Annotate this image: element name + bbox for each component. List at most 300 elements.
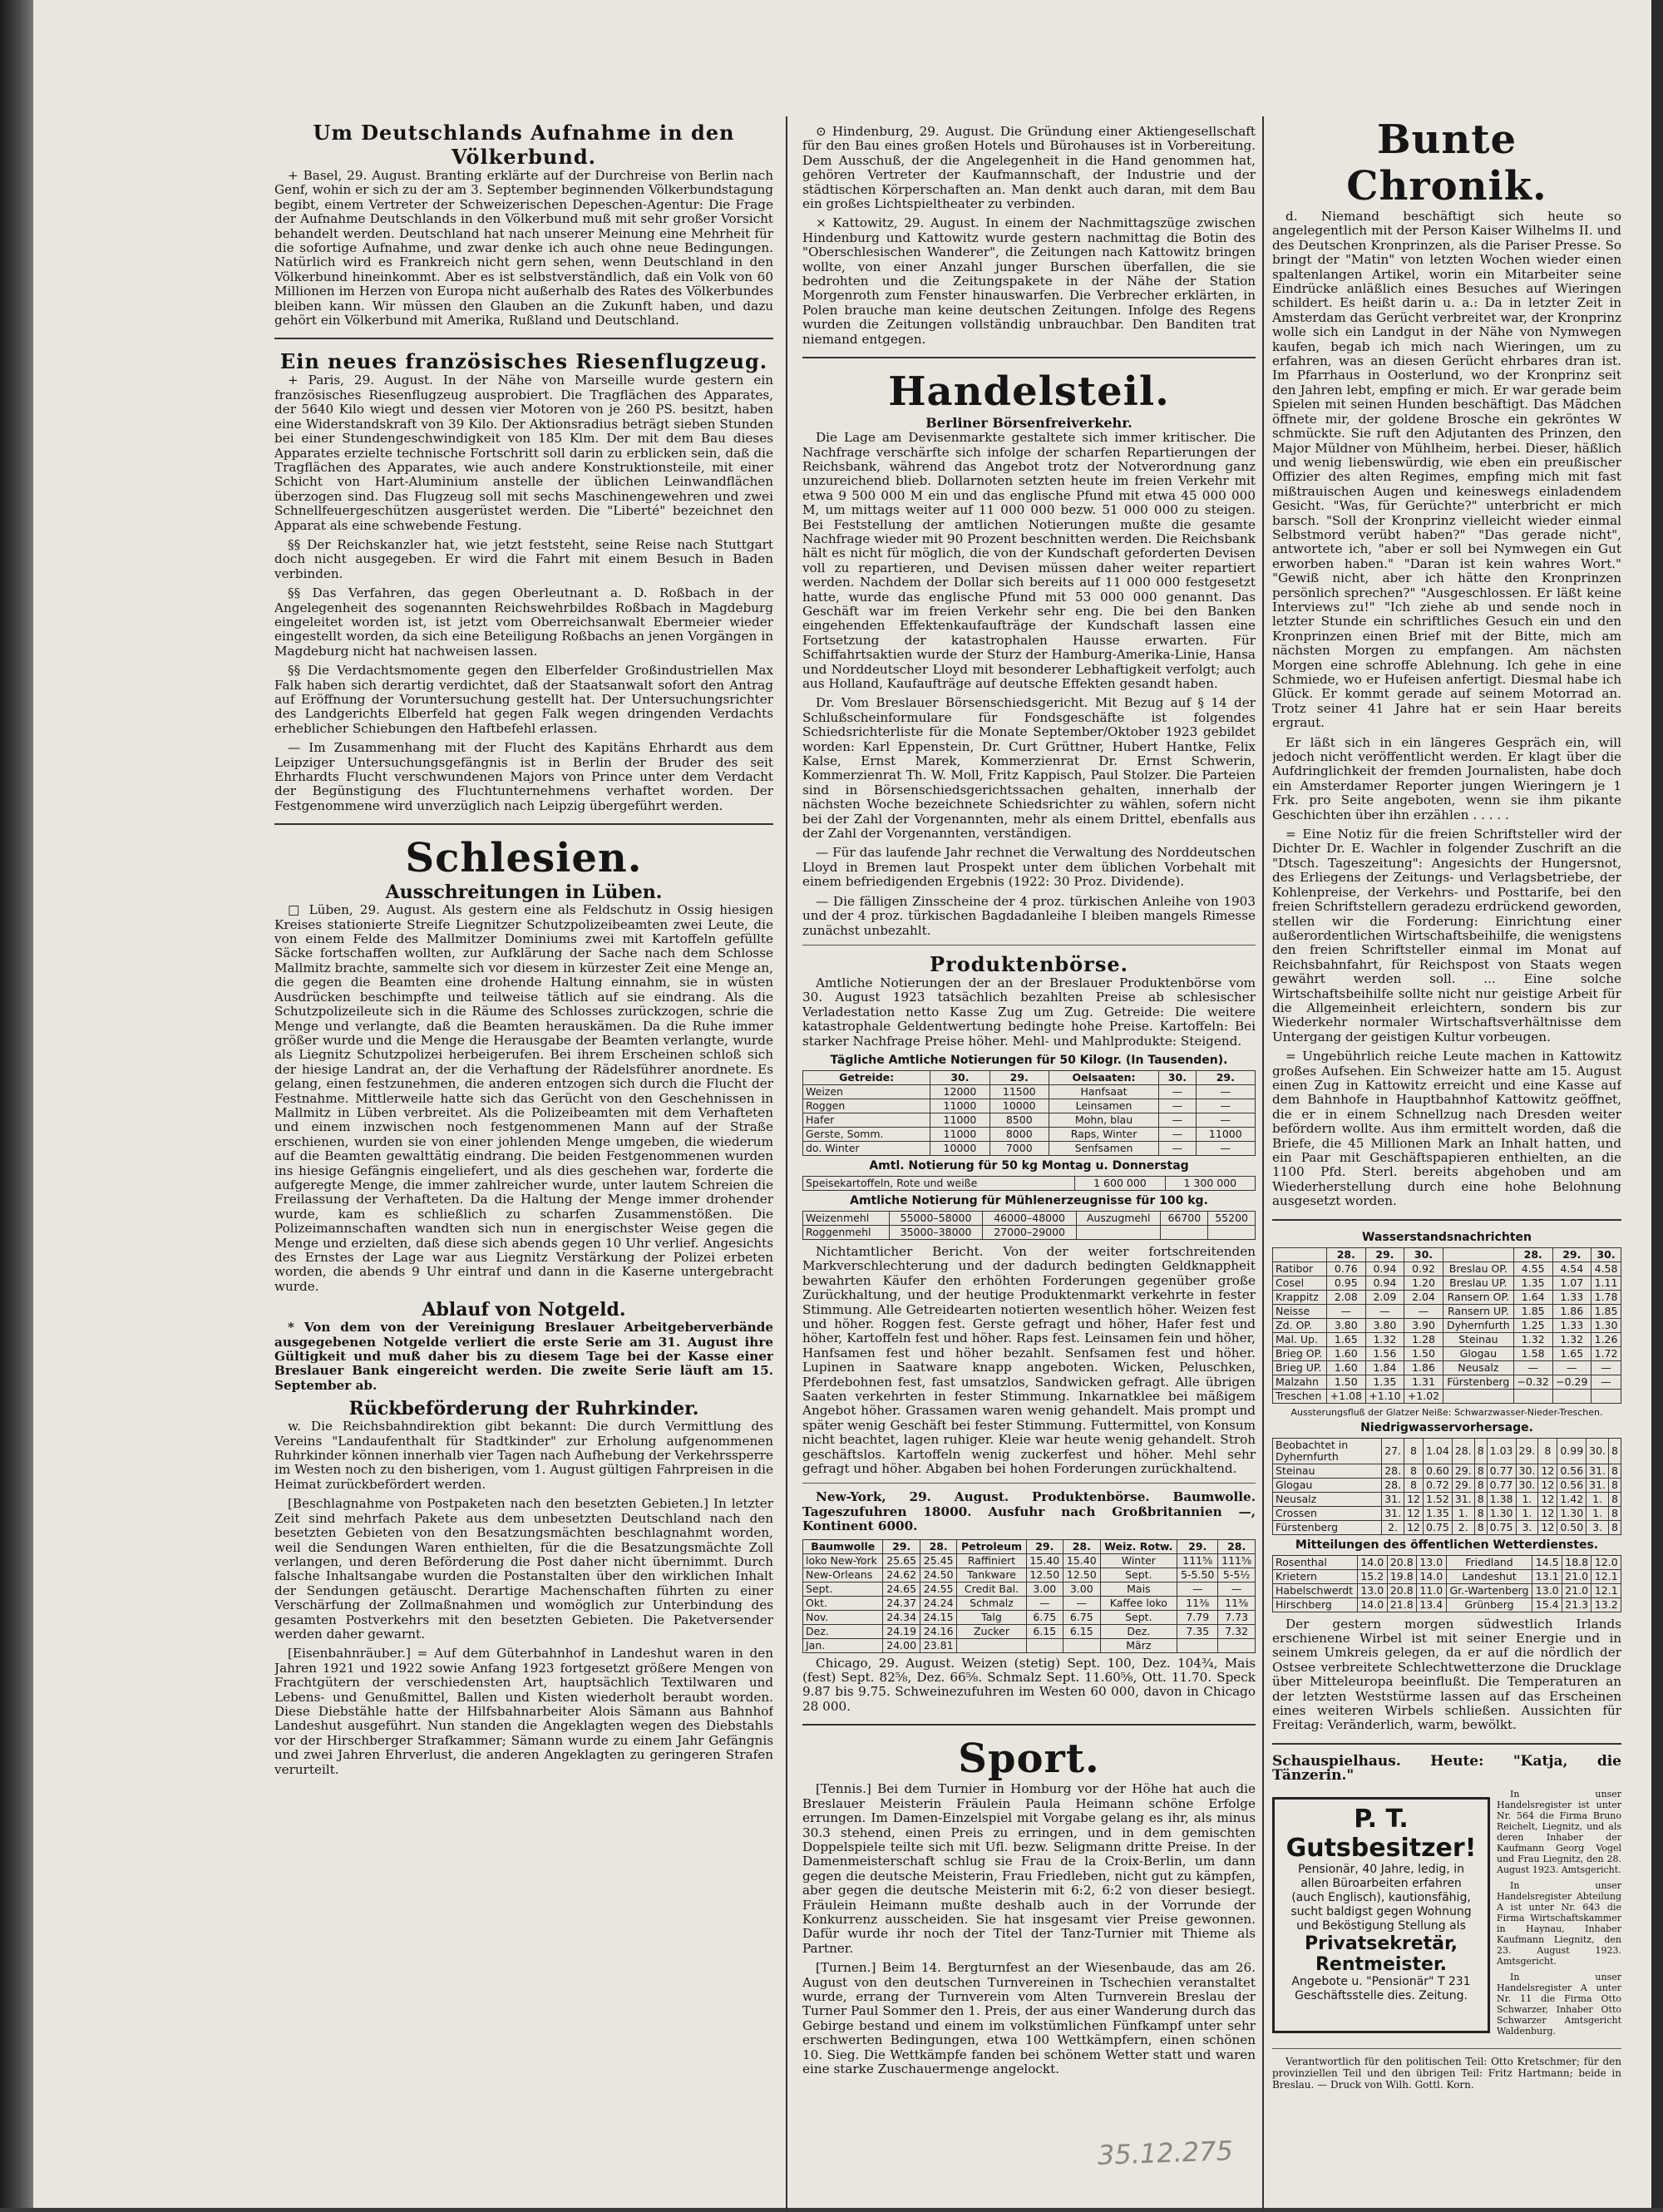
table-cell: 12000 xyxy=(930,1084,989,1099)
table-cell: 0.77 xyxy=(1487,1478,1516,1492)
table-cell: März xyxy=(1100,1638,1177,1652)
article-newyork: New-York, 29. August. Produktenbörse. Baumwolle. Tageszufuhren 18000. Ausfuhr nach Großbritannien —, Kontinent 6000. xyxy=(802,1489,1256,1534)
table-cell: 20.8 xyxy=(1387,1555,1417,1569)
table-cell: 20.8 xyxy=(1387,1583,1417,1597)
table-row xyxy=(803,1553,1256,1568)
table-cell: 24.34 xyxy=(883,1610,920,1624)
table-cell: 13.1 xyxy=(1532,1569,1562,1583)
table-cell: 24.50 xyxy=(920,1568,956,1582)
table-cell: −0.32 xyxy=(1513,1375,1552,1389)
table-cell: 11000 xyxy=(930,1127,989,1141)
table-header-cell: Weiz. Rotw. xyxy=(1100,1539,1177,1553)
table-cell xyxy=(1218,1638,1256,1652)
table-cell: Habelschwerdt xyxy=(1273,1583,1358,1597)
table-header-cell: 29. xyxy=(1177,1539,1218,1553)
table-cell: 24.62 xyxy=(883,1568,920,1582)
table-row xyxy=(1273,1555,1621,1569)
table-cell: Hafer xyxy=(803,1113,930,1127)
table-cell: Dyhernfurth xyxy=(1443,1318,1513,1332)
table-cell: 1.42 xyxy=(1557,1492,1587,1506)
table-cell: 21.3 xyxy=(1562,1597,1591,1612)
article-boerse: Die Lage am Devisenmarkte gestaltete sich immer kritischer. Die Nachfrage verschärfte sich infolge der scharfen Repartierungen der Reichsbank, während das Angebot trotz der Notverordnung ganz unzureichend blieb. Dollarnoten setzten heute im freien Verkehr mit etwa 9 500 000 M ein und das englische Pfund mit etwa 45 000 000 M, um mittags weiter auf 11 000 000 bezw. 51 000 000 zu steigen. Bei Feststellung der amtlichen Notierungen mußte die gesamte Nachfrage wieder mit 90 Prozent beschnitten werden. Die Reichsbank hält es nicht für möglich, die von der Kundschaft geforderten Devisen voll zu repartieren, und Devisen müssen daher weiter repartiert werden. Nachdem der Dollar sich bereits auf 11 000 000 festgesetzt hatte, wurde das englische Pfund mit 53 000 000 genannt. Das Geschäft war im freien Verkehr sehr eng. Die bei den Banken eingehenden Effektenkaufaufträge der Kundschaft lassen eine Fortsetzung der katastrophalen Hausse erwarten. Für Schiffahrtsaktien wurde der Sturz der Hamburg-Amerika-Linie, Hansa und Norddeutscher Lloyd mit besonderer Lebhaftigkeit verfolgt; auch aus Holland, Kaufaufträge auf deutsche Effekten gesandt haben. xyxy=(802,430,1256,691)
table-cell: 0.77 xyxy=(1487,1464,1516,1478)
table-cell: 21.0 xyxy=(1562,1569,1591,1583)
table-row xyxy=(1273,1506,1621,1520)
table-cell: 11000 xyxy=(930,1099,989,1113)
table-cell: Okt. xyxy=(803,1596,883,1610)
table-cell: 46000–48000 xyxy=(983,1211,1077,1225)
table-cell: 8 xyxy=(1609,1478,1621,1492)
table-cell: 1. xyxy=(1587,1506,1609,1520)
article-ruhrkinder: w. Die Reichsbahndirektion gibt bekannt: Die durch Vermittlung des Vereins "Landaufenthalt für Stadtkinder" zur Erholung aufgenommenen Ruhrkinder können innerhalb vier Tagen nach Aufhebung der Verkehrssperre im Westen noch zu den bisherigen, vom 1. August gültigen Fahrpreisen in die Heimat zurückbefördert werden. xyxy=(274,1419,773,1492)
table-cell: 28. xyxy=(1452,1438,1474,1464)
table-cell: 8 xyxy=(1474,1464,1487,1478)
table-row xyxy=(1273,1492,1621,1506)
table-cell: 24.24 xyxy=(920,1596,956,1610)
table-cell: 29. xyxy=(1452,1478,1474,1492)
column-left xyxy=(274,0,773,2208)
table-row xyxy=(1273,1438,1621,1464)
ad-text: Pensionär, 40 Jahre, ledig, in allen Büroarbeiten erfahren (auch Englisch), kautionsfähig, sucht baldigst gegen Wohnung und Beköstigung Stellung als xyxy=(1290,1862,1472,1933)
table-cell: Krietern xyxy=(1273,1569,1358,1583)
table-row xyxy=(803,1211,1256,1225)
table-cell xyxy=(1443,1389,1513,1403)
table-kartoffeln xyxy=(802,1176,1256,1191)
table-cell: 6.15 xyxy=(1063,1624,1100,1638)
impressum: Verantwortlich für den politischen Teil: Otto Kretschmer; für den provinziellen Teil und den übrigen Teil: Fritz Hartmann; beide in Breslau. — Druck von Wilh. Gottl. Korn. xyxy=(1272,2055,1621,2091)
table-row xyxy=(1273,1304,1621,1318)
table-cell: 8 xyxy=(1474,1506,1487,1520)
table-cell: Malzahn xyxy=(1273,1375,1327,1389)
article-chronik-kronprinz: d. Niemand beschäftigt sich heute so angelegentlich mit der Person Kaiser Wilhelms II. und des Deutschen Kronprinzen, als die Pariser Presse. So bringt der "Matin" von letzten Wochen wieder einen spaltenlangen Artikel, worin ein Mitarbeiter seine Eindrücke anläßlich eines Besuches auf Wieringen schildert. Es heißt darin u. a.: Da in letzter Zeit in Amsterdam das Gerücht verbreitet war, der Kronprinz wolle sich ein Landgut in der Nähe von Nymwegen kaufen, begab ich mich nach Wieringen, um zu erfahren, was an diesen Gerücht ehrbares dran ist. Im Pfarrhaus in Oosterlund, wo der Kronprinz seit den Jahren lebt, empfing er mich. Er war gerade beim Spielen mit seinen Hunden beschäftigt. Das Mädchen öffnete mir, der goldene Brosche ein gekröntes W schmückte. Sie ruft den Adjutanten des Prinzen, den Major Müldner von Mühlheim, herbei. Dieser, häßlich und wenig liebenswürdig, wie eben ein preußischer Offizier des alten Regimes, empfing mich mit fast mißtrauischen Augen und keineswegs einladendem Gesicht. "Was, für Gerüchte?" unterbricht er mich barsch. "Soll der Kronprinz vielleicht wieder einmal Selbstmord verübt haben?" "Das gerade nicht", antwortete ich, "aber er soll bei Nymwegen ein Gut erworben haben." "Daran ist kein wahres Wort." "Gewiß nicht, aber ich hätte den Kronprinzen persönlich sprechen?" "Ausgeschlossen. Er läßt keine Interviews zu!" "Ich ziehe ab und sende noch in letzter Stunde ein schriftliches Gesuch ein und den Kronprinzen einen Brief mit der Bitte, mich am nächsten Morgen zu empfangen. Am nächsten Morgen eine schroffe Ablehnung. Ich gehe in eine Schmiede, wo er Hufeisen anfertigt. Diesmal habe ich Glück. Er kommt gerade auf seinem Motorrad an. Trotz seiner 41 Jahre hat er sein Haar bereits ergraut. xyxy=(1272,209,1621,731)
table-cell: 8 xyxy=(1474,1520,1487,1534)
table-cell: — xyxy=(1218,1582,1256,1596)
section-sport: Sport. xyxy=(958,1736,1100,1783)
table-cell: 15.40 xyxy=(1063,1553,1100,1568)
table-cell: do. Winter xyxy=(803,1141,930,1155)
archive-pencil-note: 35.12.275 xyxy=(1097,2135,1234,2171)
table-cell: 24.15 xyxy=(920,1610,956,1624)
table-cell: 55200 xyxy=(1208,1211,1256,1225)
table-cell: 66700 xyxy=(1161,1211,1208,1225)
table-cell: 25.45 xyxy=(920,1553,956,1568)
table-cell: Krappitz xyxy=(1273,1290,1327,1304)
classified-ad-gutsbesitzer xyxy=(1272,1797,1490,2033)
table-cell: Cosel xyxy=(1273,1276,1327,1290)
article-voelkerbund: + Basel, 29. August. Branting erklärte auf der Durchreise von Berlin nach Genf, wohin er sich zu der am 3. September beginnenden Völkerbundstagung begibt, einem Vertreter der Schweizerischen Depeschen-Agentur: Die Frage der Aufnahme Deutschlands in den Völkerbund muß mit sehr großer Vorsicht behandelt werden. Deutschland hat nach unserer Meinung eine Mehrheit für die sofortige Aufnahme, und zwar denke ich auch ohne neue Bedingungen. Natürlich wird es Frankreich nicht gern sehen, wenn Deutschland in den Völkerbund hineinkommt. Aber es ist selbstverständlich, daß ein Volk von 60 Millionen im Herzen von Europa nicht außerhalb des Rates des Völkerbundes bleiben kann. Wir müssen den Glauben an die Zukunft haben, und dazu gehört ein Völkerbund mit Amerika, Rußland und Deutschland. xyxy=(274,168,773,328)
table-cell: 24.37 xyxy=(883,1596,920,1610)
table-cell: 4.54 xyxy=(1552,1262,1591,1276)
table-row xyxy=(1273,1360,1621,1375)
table-cell: 31. xyxy=(1452,1492,1474,1506)
article-chicago: Chicago, 29. August. Weizen (stetig) Sept. 100, Dez. 104¾, Mais (fest) Sept. 82⅝, Dez. 66⅝. Schmalz Sept. 11.60⅝, Ott. 11.70. Speck 9.87 bis 9.75. Schweinezufuhren im Westen 60 000, davon in Chicago 28 000. xyxy=(802,1655,1256,1714)
table-row xyxy=(803,1624,1256,1638)
table-header-cell: Oelsaaten: xyxy=(1049,1070,1158,1084)
table-cell: 0.75 xyxy=(1423,1520,1452,1534)
table-cell: 30. xyxy=(1516,1464,1538,1478)
table-cell: Zd. OP. xyxy=(1273,1318,1327,1332)
table-cell: 8 xyxy=(1404,1438,1424,1464)
table-cell: 7.73 xyxy=(1218,1610,1256,1624)
table-cell: 13.0 xyxy=(1417,1555,1447,1569)
table-title-kartoffeln: Amtl. Notierung für 50 kg Montag u. Donnerstag xyxy=(869,1158,1189,1173)
table-cell: 0.60 xyxy=(1423,1464,1452,1478)
table-cell: 7000 xyxy=(989,1141,1049,1155)
table-cell: Fürstenberg xyxy=(1443,1375,1513,1389)
article-postpakete: [Beschlagnahme von Postpaketen nach den besetzten Gebieten.] In letzter Zeit sind mehrfach Pakete aus dem unbesetzten Deutschland nach den besetzten Gebieten von den Besatzungsmächten beschlagnahmt worden, weil die Sendungen Waren enthielten, für die die Besatzungsmächte Zoll verlangen, und deren Beförderung die Post daher nicht übernimmt. Durch falsche Inhaltsangabe wurden die Postanstalten über den wirklichen Inhalt der Sendungen getäuscht. Derartige Machenschaften führten zu einer Verschärfung der Zollmaßnahmen und womöglich zur Unterbindung des gesamten Postverkehrs mit den besetzten Gebieten. Die Paketversender werden daher gewarnt. xyxy=(274,1496,773,1642)
table-cell: 11.0 xyxy=(1417,1583,1447,1597)
table-cell: 2. xyxy=(1382,1520,1404,1534)
ad-headline: P. T. Gutsbesitzer! xyxy=(1285,1804,1477,1863)
table-cell xyxy=(1591,1389,1621,1403)
table-cell: 0.99 xyxy=(1557,1438,1587,1464)
table-cell: 14.0 xyxy=(1358,1597,1388,1612)
table-cell: 0.75 xyxy=(1487,1520,1516,1534)
table-cell: Speisekartoffeln, Rote und weiße xyxy=(803,1176,1075,1190)
table-cell: Fürstenberg xyxy=(1273,1520,1382,1534)
table-cell: Steinau xyxy=(1273,1464,1382,1478)
table-cell: 11⅜ xyxy=(1218,1596,1256,1610)
article-eisenbahnraeuber: [Eisenbahnräuber.] = Auf dem Güterbahnhof in Landeshut waren in den Jahren 1921 und 1922 sowie Anfang 1923 fortgesetzt größere Mengen von Frachtgütern der verschiedensten Art, hauptsächlich Textilwaren und Lebens- und Genußmittel, Ballen und Kisten wiederholt beraubt worden. Diese Diebstähle hatte der Hilfsbahnarbeiter Alois Sämann aus Bahnhof Landeshut ausgeführt. Nun standen die Angeklagten wegen des Diebstahls vor der Hirschberger Strafkammer; Sämann wurde zu einem Jahr Gefängnis und zwei Jahren Ehrverlust, die anderen Angeklagten zu geringeren Strafen verurteilt. xyxy=(274,1646,773,1777)
table-cell: 1.60 xyxy=(1327,1360,1366,1375)
table-cell: Neisse xyxy=(1273,1304,1327,1318)
table-cell: 12 xyxy=(1404,1520,1424,1534)
table-cell: 8000 xyxy=(989,1127,1049,1141)
article-chronik-kronprinz-2: Er läßt sich in ein längeres Gespräch ein, will jedoch nicht veröffentlicht werden. Er klagt über die Aufdringlichkeit der fremden Journalisten, habe doch ein Amsterdamer Reporter jungen Wieringern je 1 Frk. pro Seite angeboten, wenn sie ihm pikante Geschichten über ihn erzählen . . . . . xyxy=(1272,734,1621,822)
table-cell: 1.50 xyxy=(1404,1346,1443,1360)
table-cell: — xyxy=(1365,1304,1404,1318)
table-cell: 11500 xyxy=(989,1084,1049,1099)
table-cell: 29. xyxy=(1516,1438,1538,1464)
table-cell: Jan. xyxy=(803,1638,883,1652)
table-row xyxy=(1273,1597,1621,1612)
table-cell: 14.0 xyxy=(1417,1569,1447,1583)
table-cell: 0.50 xyxy=(1557,1520,1587,1534)
table-cell: Mohn, blau xyxy=(1049,1113,1158,1127)
table-title-niedrigwasser: Niedrigwasservorhersage. xyxy=(1360,1420,1533,1434)
table-cell: 1.65 xyxy=(1552,1346,1591,1360)
register-notice-1: In unser Handelsregister ist unter Nr. 564 die Firma Bruno Reichelt, Liegnitz, und als deren Inhaber der Kaufmann Georg Vogel und Frau Liegnitz, den 28. August 1923. Amtsgericht. xyxy=(1497,1788,1621,1875)
scan-binding-edge xyxy=(0,0,33,2208)
table-row xyxy=(803,1176,1256,1190)
table-cell: Brieg UP. xyxy=(1273,1360,1327,1375)
table-row xyxy=(1273,1318,1621,1332)
table-cell: 3.80 xyxy=(1327,1318,1366,1332)
table-cell: +1.08 xyxy=(1327,1389,1366,1403)
table-cell: — xyxy=(1159,1113,1196,1127)
table-cell: — xyxy=(1196,1113,1255,1127)
table-header-cell: 28. xyxy=(1327,1247,1366,1262)
table-cell: 0.76 xyxy=(1327,1262,1366,1276)
table-row xyxy=(1273,1520,1621,1534)
table-cell xyxy=(1161,1225,1208,1239)
table-cell xyxy=(957,1638,1026,1652)
table-cell: 8500 xyxy=(989,1113,1049,1127)
table-cell: — xyxy=(1552,1360,1591,1375)
table-cell: 12.50 xyxy=(1063,1568,1100,1582)
table-header-cell: 29. xyxy=(883,1539,920,1553)
table-cell: 0.72 xyxy=(1423,1478,1452,1492)
table-title-mehl: Amtliche Notierung für Mühlenerzeugnisse für 100 kg. xyxy=(850,1193,1208,1207)
article-schiedsgericht: Dr. Vom Breslauer Börsenschiedsgericht. Mit Bezug auf § 14 der Schlußscheinformulare für Fondsgeschäfte ist folgendes Schiedsrichterliste für die Monate September/Oktober 1923 gebildet worden: Karl Eppenstein, Dr. Curt Grüttner, Hubert Hantke, Felix Kalse, Ernst Marek, Kommerzienrat Dr. Ernst Schwerin, Kommerzienrat Th. W. Moll, Fritz Kappisch, Paul Stolzer. Die Parteien sind in Börsenschiedsgerichtssachen gehalten, innerhalb der nächsten Woche bezeichnete Schiedsrichter zu wählen, sofern nicht bei der Zahl der Vorgenannten, mehr als einem Drittel, ebenfalls aus der Zahl der Vorgenannten, verständigen. xyxy=(802,695,1256,842)
table-cell: 4.58 xyxy=(1591,1262,1621,1276)
table-cell: 5-5.50 xyxy=(1177,1568,1218,1582)
table-cell: — xyxy=(1404,1304,1443,1318)
wasserstand-note: Aussterungsfluß der Glatzer Neiße: Schwarzwasser-Nieder-Treschen. xyxy=(1290,1406,1603,1418)
headline-voelkerbund: Um Deutschlands Aufnahme in den Völkerbund. xyxy=(313,121,735,169)
table-header-cell: 30. xyxy=(1591,1247,1621,1262)
table-row xyxy=(803,1596,1256,1610)
table-mehl xyxy=(802,1211,1256,1240)
table-cell: Roggenmehl xyxy=(803,1225,890,1239)
table-cell: Sept. xyxy=(1100,1568,1177,1582)
table-title-wetter: Mitteilungen des öffentlichen Wetterdienstes. xyxy=(1295,1538,1599,1552)
table-cell: 31. xyxy=(1587,1478,1609,1492)
table-row xyxy=(803,1582,1256,1596)
table-cell: 1. xyxy=(1516,1506,1538,1520)
article-turnen: [Turnen.] Beim 14. Bergturnfest an der Wiesenbaude, das am 26. August von den deutschen Turnvereinen in Tschechien veranstaltet wurde, errang der Turnverein vom Alten Turnverein Breslau der Turner Paul Sommer den 1. Preis, der aus einer Wanderung durch das Gebirge bestand und einem im volkstümlichen Fünfkampf unter sehr erschwerten Bedingungen, etwa 100 Wettkämpfern, einen schönen 10. Sieg. Die Wettkämpfe fanden bei schönem Wetter statt und waren eine starke Zuschauermenge angelockt. xyxy=(802,1960,1256,2076)
table-cell: 1 300 000 xyxy=(1165,1176,1255,1190)
table-cell: 28. xyxy=(1382,1464,1404,1478)
table-row xyxy=(803,1127,1256,1141)
table-cell: 12 xyxy=(1538,1464,1557,1478)
table-header-cell: Baumwolle xyxy=(803,1539,883,1553)
article-notgeld: * Von dem von der Vereinigung Breslauer Arbeitgeberverbände ausgegebenen Notgelde verliert die erste Serie am 31. August ihre Gültigkeit und muß daher bis zu diesem Tage bei der Kasse einer Breslauer Bank eingereicht werden. Die zweite Serie läuft am 15. September ab. xyxy=(274,1320,773,1393)
column-rule xyxy=(786,116,787,2212)
table-cell: 8 xyxy=(1474,1438,1487,1464)
table-cell: 8 xyxy=(1474,1478,1487,1492)
table-cell: 8 xyxy=(1609,1464,1621,1478)
table-cell: 8 xyxy=(1404,1464,1424,1478)
table-row xyxy=(1273,1583,1621,1597)
table-cell: 8 xyxy=(1609,1506,1621,1520)
table-row xyxy=(1273,1276,1621,1290)
table-cell: 111⅝ xyxy=(1177,1553,1218,1568)
table-cell: Breslau UP. xyxy=(1443,1276,1513,1290)
table-cell: — xyxy=(1196,1084,1255,1099)
table-cell xyxy=(1513,1389,1552,1403)
table-cell: loko New-York xyxy=(803,1553,883,1568)
table-cell: Leinsamen xyxy=(1049,1099,1158,1113)
table-row xyxy=(1273,1478,1621,1492)
table-cell xyxy=(1076,1225,1161,1239)
table-row xyxy=(803,1113,1256,1127)
table-cell: 0.56 xyxy=(1557,1478,1587,1492)
table-cell xyxy=(1177,1638,1218,1652)
table-cell: — xyxy=(1159,1141,1196,1155)
table-cell: 1.38 xyxy=(1487,1492,1516,1506)
table-cell: New-Orleans xyxy=(803,1568,883,1582)
theater-notice: Schauspielhaus. Heute: "Katja, die Tänzerin." xyxy=(1272,1752,1621,1785)
headline-ruhrkinder: Rückbeförderung der Ruhrkinder. xyxy=(348,1398,699,1420)
table-cell: — xyxy=(1063,1596,1100,1610)
table-cell: 1.03 xyxy=(1487,1438,1516,1464)
table-cell: 1.11 xyxy=(1591,1276,1621,1290)
table-cell: 23.81 xyxy=(920,1638,956,1652)
table-cell: 1.52 xyxy=(1423,1492,1452,1506)
table-cell xyxy=(1208,1225,1256,1239)
table-row xyxy=(803,1568,1256,1582)
table-cell: Hirschberg xyxy=(1273,1597,1358,1612)
article-notiz-schriftsteller: = Eine Notiz für die freien Schriftsteller wird der Dichter Dr. E. Wachler in folgender Zuschrift an die "Dtsch. Tageszeitung": Angesichts der Hungersnot, des Erliegens der Zeitungs- und Verlagsbetriebe, der Kohlenpreise, der Verkehrs- und Posttarife, bei den freien Schriftstellern geradezu erdrückend geworden, stellen wir die Forderung: Einrichtung einer außerordentlichen Wirtschaftsbeihilfe, die wenigstens den freien Schriftsteller einmal im Monat auf Reichsbahnfahrt, für Reichspost von Staats wegen gewährt werden soll. ... Eine solche Wirtschaftsbeihilfe sollte nicht nur geistige Arbeit für die Allgemeinheit erleichtern, sondern bis zur Wiederkehr normaler Wirtschaftsverhältnisse dem Untergang der geistigen Kultur vorbeugen. xyxy=(1272,827,1621,1044)
table-cell: 12 xyxy=(1538,1478,1557,1492)
table-cell: — xyxy=(1196,1099,1255,1113)
table-cell: Breslau OP. xyxy=(1443,1262,1513,1276)
table-cell: 1.33 xyxy=(1552,1318,1591,1332)
table-cell: Beobachtet in Dyhernfurth xyxy=(1273,1438,1382,1464)
table-cell xyxy=(1026,1638,1063,1652)
table-cell: +1.02 xyxy=(1404,1389,1443,1403)
ad-footer: Angebote u. "Pensionär" T 231 Geschäftsstelle dies. Zeitung. xyxy=(1291,1974,1471,2002)
table-cell: 25.65 xyxy=(883,1553,920,1568)
table-cell: Schmalz xyxy=(957,1596,1026,1610)
table-header-cell: 30. xyxy=(1159,1070,1196,1084)
table-cell: Weizen xyxy=(803,1084,930,1099)
table-cell: 12 xyxy=(1538,1520,1557,1534)
headline-flugzeug: Ein neues französisches Riesenflugzeug. xyxy=(279,349,768,374)
table-cell: Raps, Winter xyxy=(1049,1127,1158,1141)
table-cell: Winter xyxy=(1100,1553,1177,1568)
table-row xyxy=(803,1084,1256,1099)
table-row xyxy=(803,1638,1256,1652)
table-cell: Neusalz xyxy=(1273,1492,1382,1506)
table-cell: — xyxy=(1513,1360,1552,1375)
table-row xyxy=(1273,1290,1621,1304)
table-cell: — xyxy=(1196,1141,1255,1155)
table-cell: — xyxy=(1591,1360,1621,1375)
article-lueben: □ Lüben, 29. August. Als gestern eine als Feldschutz in Ossig hiesigen Kreises stationierte Streife Liegnitzer Schutzpolizeibeamten zwei Leute, die von einem Felde des Mallmitzer Dominiums zwei mit Kartoffeln gefüllte Säcke fortschaffen wollten, zur Aufklärung der Sache nach dem Schlosse Mallmitz brachte, sammelte sich vor diesem in kürzester Zeit eine Menge an, die gegen die Beamten eine drohende Haltung einnahm, sie in wüsten Ausdrücken beschimpfte und teilweise tätlich auf sie eindrang. Als die Schutzpolizeileute sich in die Räume des Schlosses zurückzogen, schrie die Menge und verlangte, daß die Beamten herauskämen. Da die Ruhe immer größer wurde und die Menge die Herausgabe der Beamten verlangte, wurde als Liegnitz Schutzpolizei herbeigerufen. Bei ihrem Erscheinen schloß sich der hiesige Landrat an, der die Verhaftung der Rädelsführer anordnete. Es gelang, einen festzunehmen, die anderen entzogen sich durch die Flucht der Festnahme. Mittlerweile hatte sich das Gerücht von den Geschehnissen in Mallmitz in Lüben verbreitet. Als die Polizeibeamten mit dem Verhafteten und einem inzwischen noch festgenommenen Mann auf der Straße erschienen, wurden sie von einer johlenden Menge umgeben, die wiederum auf die Beamten gewalttätig eindrang. Die beiden Festgenommenen wurden ins hiesige Gefängnis eingeliefert, und als dies geschehen war, forderte die aufgeregte Menge, die immer zahlreicher wurde, unter lautem Schreien die Freilassung der Verhafteten. Da die Haltung der Menge immer drohender wurde, kam es schließlich zu scharfen Zusammenstößen. Die Polizeimannschaften wandten sich nun in energischster Weise gegen die Menge und erzielten, daß diese sich abends gegen 10 Uhr verlief. Angesichts des Ernstes der Lage war aus Liegnitz Verstärkung der Polizei erbeten worden, die abends 9 Uhr eintraf und dann in die Kaserne untergebracht wurde. xyxy=(274,902,773,1294)
table-row xyxy=(1273,1262,1621,1276)
article-ehrhardt: — Im Zusammenhang mit der Flucht des Kapitäns Ehrhardt aus dem Leipziger Untersuchungsgefängnis ist in Berlin der Bruder des seit Ehrhardts Flucht verschwundenen Majors von Prince unter dem Verdacht der Begünstigung des Fluchtunternehmens verhaftet worden. Der Festgenommene wird unverzüglich nach Leipzig übergeführt werden. xyxy=(274,740,773,813)
table-cell: Dez. xyxy=(1100,1624,1177,1638)
table-cell: 8 xyxy=(1474,1492,1487,1506)
table-cell: 15.2 xyxy=(1358,1569,1388,1583)
table-cell: 19.8 xyxy=(1387,1569,1417,1583)
table-cell: Senfsamen xyxy=(1049,1141,1158,1155)
table-cell: 13.2 xyxy=(1591,1597,1621,1612)
table-header-cell: 30. xyxy=(930,1070,989,1084)
article-rossbach: §§ Das Verfahren, das gegen Oberleutnant a. D. Roßbach in der Angelegenheit des sogenannten Reichswehrbildes Roßbach in Magdeburg eingeleitet worden ist, ist jetzt vom Oberreichsanwalt Ebermeier wieder eingestellt worden, da sich eine Beteiligung Roßbachs an jenen Vorgängen in Magdeburg nicht hat nachweisen lassen. xyxy=(274,585,773,659)
table-cell: 31. xyxy=(1382,1506,1404,1520)
headline-lueben: Ausschreitungen in Lüben. xyxy=(385,881,663,904)
table-row xyxy=(1273,1569,1621,1583)
table-cell: 1.26 xyxy=(1591,1332,1621,1346)
table-cell: 2. xyxy=(1452,1520,1474,1534)
table-cell: 11⅜ xyxy=(1177,1596,1218,1610)
table-cell: 111⅝ xyxy=(1218,1553,1256,1568)
table-cell: 1.35 xyxy=(1365,1375,1404,1389)
headline-boerse: Berliner Börsenfreiverkehr. xyxy=(925,415,1133,432)
table-cell: Ransern OP. xyxy=(1443,1290,1513,1304)
headline-notgeld: Ablauf von Notgeld. xyxy=(422,1299,626,1321)
table-cell: Friedland xyxy=(1446,1555,1532,1569)
table-cell: Ransern UP. xyxy=(1443,1304,1513,1318)
table-cell: 0.94 xyxy=(1365,1276,1404,1290)
table-cell: 0.94 xyxy=(1365,1262,1404,1276)
table-row xyxy=(803,1225,1256,1239)
table-title-getreide: Tägliche Amtliche Notierungen für 50 Kilogr. (In Tausenden). xyxy=(830,1053,1228,1067)
table-cell: 1.86 xyxy=(1404,1360,1443,1375)
table-cell: 1.20 xyxy=(1404,1276,1443,1290)
table-cell: 1.64 xyxy=(1513,1290,1552,1304)
table-cell: 1.32 xyxy=(1513,1332,1552,1346)
table-cell: Roggen xyxy=(803,1099,930,1113)
table-cell: 3.00 xyxy=(1026,1582,1063,1596)
table-cell: 11000 xyxy=(1196,1127,1255,1141)
table-cell: Neusalz xyxy=(1443,1360,1513,1375)
table-cell: 1. xyxy=(1516,1492,1538,1506)
table-cell: Landeshut xyxy=(1446,1569,1532,1583)
table-cell: Weizenmehl xyxy=(803,1211,890,1225)
table-cell: 3. xyxy=(1587,1520,1609,1534)
table-cell: Treschen xyxy=(1273,1389,1327,1403)
table-cell: 31. xyxy=(1382,1492,1404,1506)
table-cell: 28. xyxy=(1382,1478,1404,1492)
table-header-cell: Petroleum xyxy=(957,1539,1026,1553)
table-cell: Gr.-Wartenberg xyxy=(1446,1583,1532,1597)
table-cell: 55000–58000 xyxy=(889,1211,983,1225)
table-cell: 13.0 xyxy=(1358,1583,1388,1597)
column-rule xyxy=(1262,116,1264,2212)
table-cell: 1.85 xyxy=(1513,1304,1552,1318)
table-cell: 1.07 xyxy=(1552,1276,1591,1290)
table-cell: 1.56 xyxy=(1365,1346,1404,1360)
headline-produktenboerse: Produktenbörse. xyxy=(930,951,1128,976)
section-bunte-chronik: Bunte Chronik. xyxy=(1346,116,1547,210)
article-amtl-notierungen: Amtliche Notierungen der an der Breslauer Produktenbörse vom 30. August 1923 tatsächlich bezahlten Preise ab schlesischer Verladestation netto Kasse Zug um Zug. Getreide: Die weitere katastrophale Geldentwertung bedingte hohe Preise. Kartoffeln: Bei starker Nachfrage Preise höher. Mehl- und Mahlprodukte: Steigend. xyxy=(802,975,1256,1049)
table-cell: — xyxy=(1591,1375,1621,1389)
table-cell: 3.80 xyxy=(1365,1318,1404,1332)
table-cell: 1.35 xyxy=(1423,1506,1452,1520)
table-cell: 1.33 xyxy=(1552,1290,1591,1304)
table-title-wasserstand: Wasserstandsnachrichten xyxy=(1361,1230,1532,1244)
table-cell: 12.0 xyxy=(1591,1555,1621,1569)
table-cell: 1.30 xyxy=(1591,1318,1621,1332)
table-row xyxy=(803,1141,1256,1155)
table-cell: 12 xyxy=(1404,1492,1424,1506)
table-cell: 14.0 xyxy=(1358,1555,1388,1569)
table-cell: Zucker xyxy=(957,1624,1026,1638)
table-cell: 3.90 xyxy=(1404,1318,1443,1332)
article-hindenburg: ⊙ Hindenburg, 29. August. Die Gründung einer Aktiengesellschaft für den Bau eines großen Hotels und Bürohauses ist in Vorbereitung. Dem Ausschuß, der die Angelegenheit in die Hand genommen hat, gehören Vertreter der Kaufmannschaft, der Industrie und der städtischen Körperschaften an. Man denkt auch daran, mit dem Bau ein großes Lichtspieltheater zu verbinden. xyxy=(802,124,1256,212)
table-cell: 1 600 000 xyxy=(1075,1176,1165,1190)
table-cell: 12 xyxy=(1538,1506,1557,1520)
table-row xyxy=(1273,1464,1621,1478)
article-ungebuehrlich: = Ungebührlich reiche Leute machen in Kattowitz großes Aufsehen. Ein Schweizer hatte am 15. August einen Zug in Kattowitz erreicht und eine Kasse auf dem Bahnhofe in Hauptbahnhof Kattowitz geöffnet, die er in einem Schnellzug nach Dresden weiter befördern wollte. Aus ihm ermittelt worden, daß die Briefe, die 45 Millionen Mark an Inhalt hatten, und ein Paar mit Geschäftspapieren enthielten, an die 1100 Pfd. Sterl. bereits abgehoben und am Wiederherstellung durch eine hohe Belohnung ausgesetzt worden. xyxy=(1272,1049,1621,1209)
table-header-cell xyxy=(1273,1247,1327,1262)
table-cell: Hanfsaat xyxy=(1049,1084,1158,1099)
table-cell: 3.00 xyxy=(1063,1582,1100,1596)
table-cell: 1.60 xyxy=(1327,1346,1366,1360)
table-cell: 4.55 xyxy=(1513,1262,1552,1276)
table-cell: — xyxy=(1327,1304,1366,1318)
table-cell: 1.84 xyxy=(1365,1360,1404,1375)
table-cell: 8 xyxy=(1609,1520,1621,1534)
table-cell: 12 xyxy=(1404,1506,1424,1520)
table-cell: 21.8 xyxy=(1387,1597,1417,1612)
table-cell: Raffiniert xyxy=(957,1553,1026,1568)
table-cell: Tankware xyxy=(957,1568,1026,1582)
table-cell: 12.1 xyxy=(1591,1583,1621,1597)
table-cell: 24.00 xyxy=(883,1638,920,1652)
table-cell: +1.10 xyxy=(1365,1389,1404,1403)
table-cell: 1.35 xyxy=(1513,1276,1552,1290)
table-cell: Glogau xyxy=(1443,1346,1513,1360)
table-getreide xyxy=(802,1070,1256,1156)
table-cell: 35000–38000 xyxy=(889,1225,983,1239)
register-notice-2: In unser Handelsregister Abteilung A ist unter Nr. 643 die Firma Wirtschaftskammer in Haynau, Inhaber Kaufmann Liegnitz, den 23. August 1923. Amtsgericht. xyxy=(1497,1879,1621,1967)
table-cell: 10000 xyxy=(989,1099,1049,1113)
